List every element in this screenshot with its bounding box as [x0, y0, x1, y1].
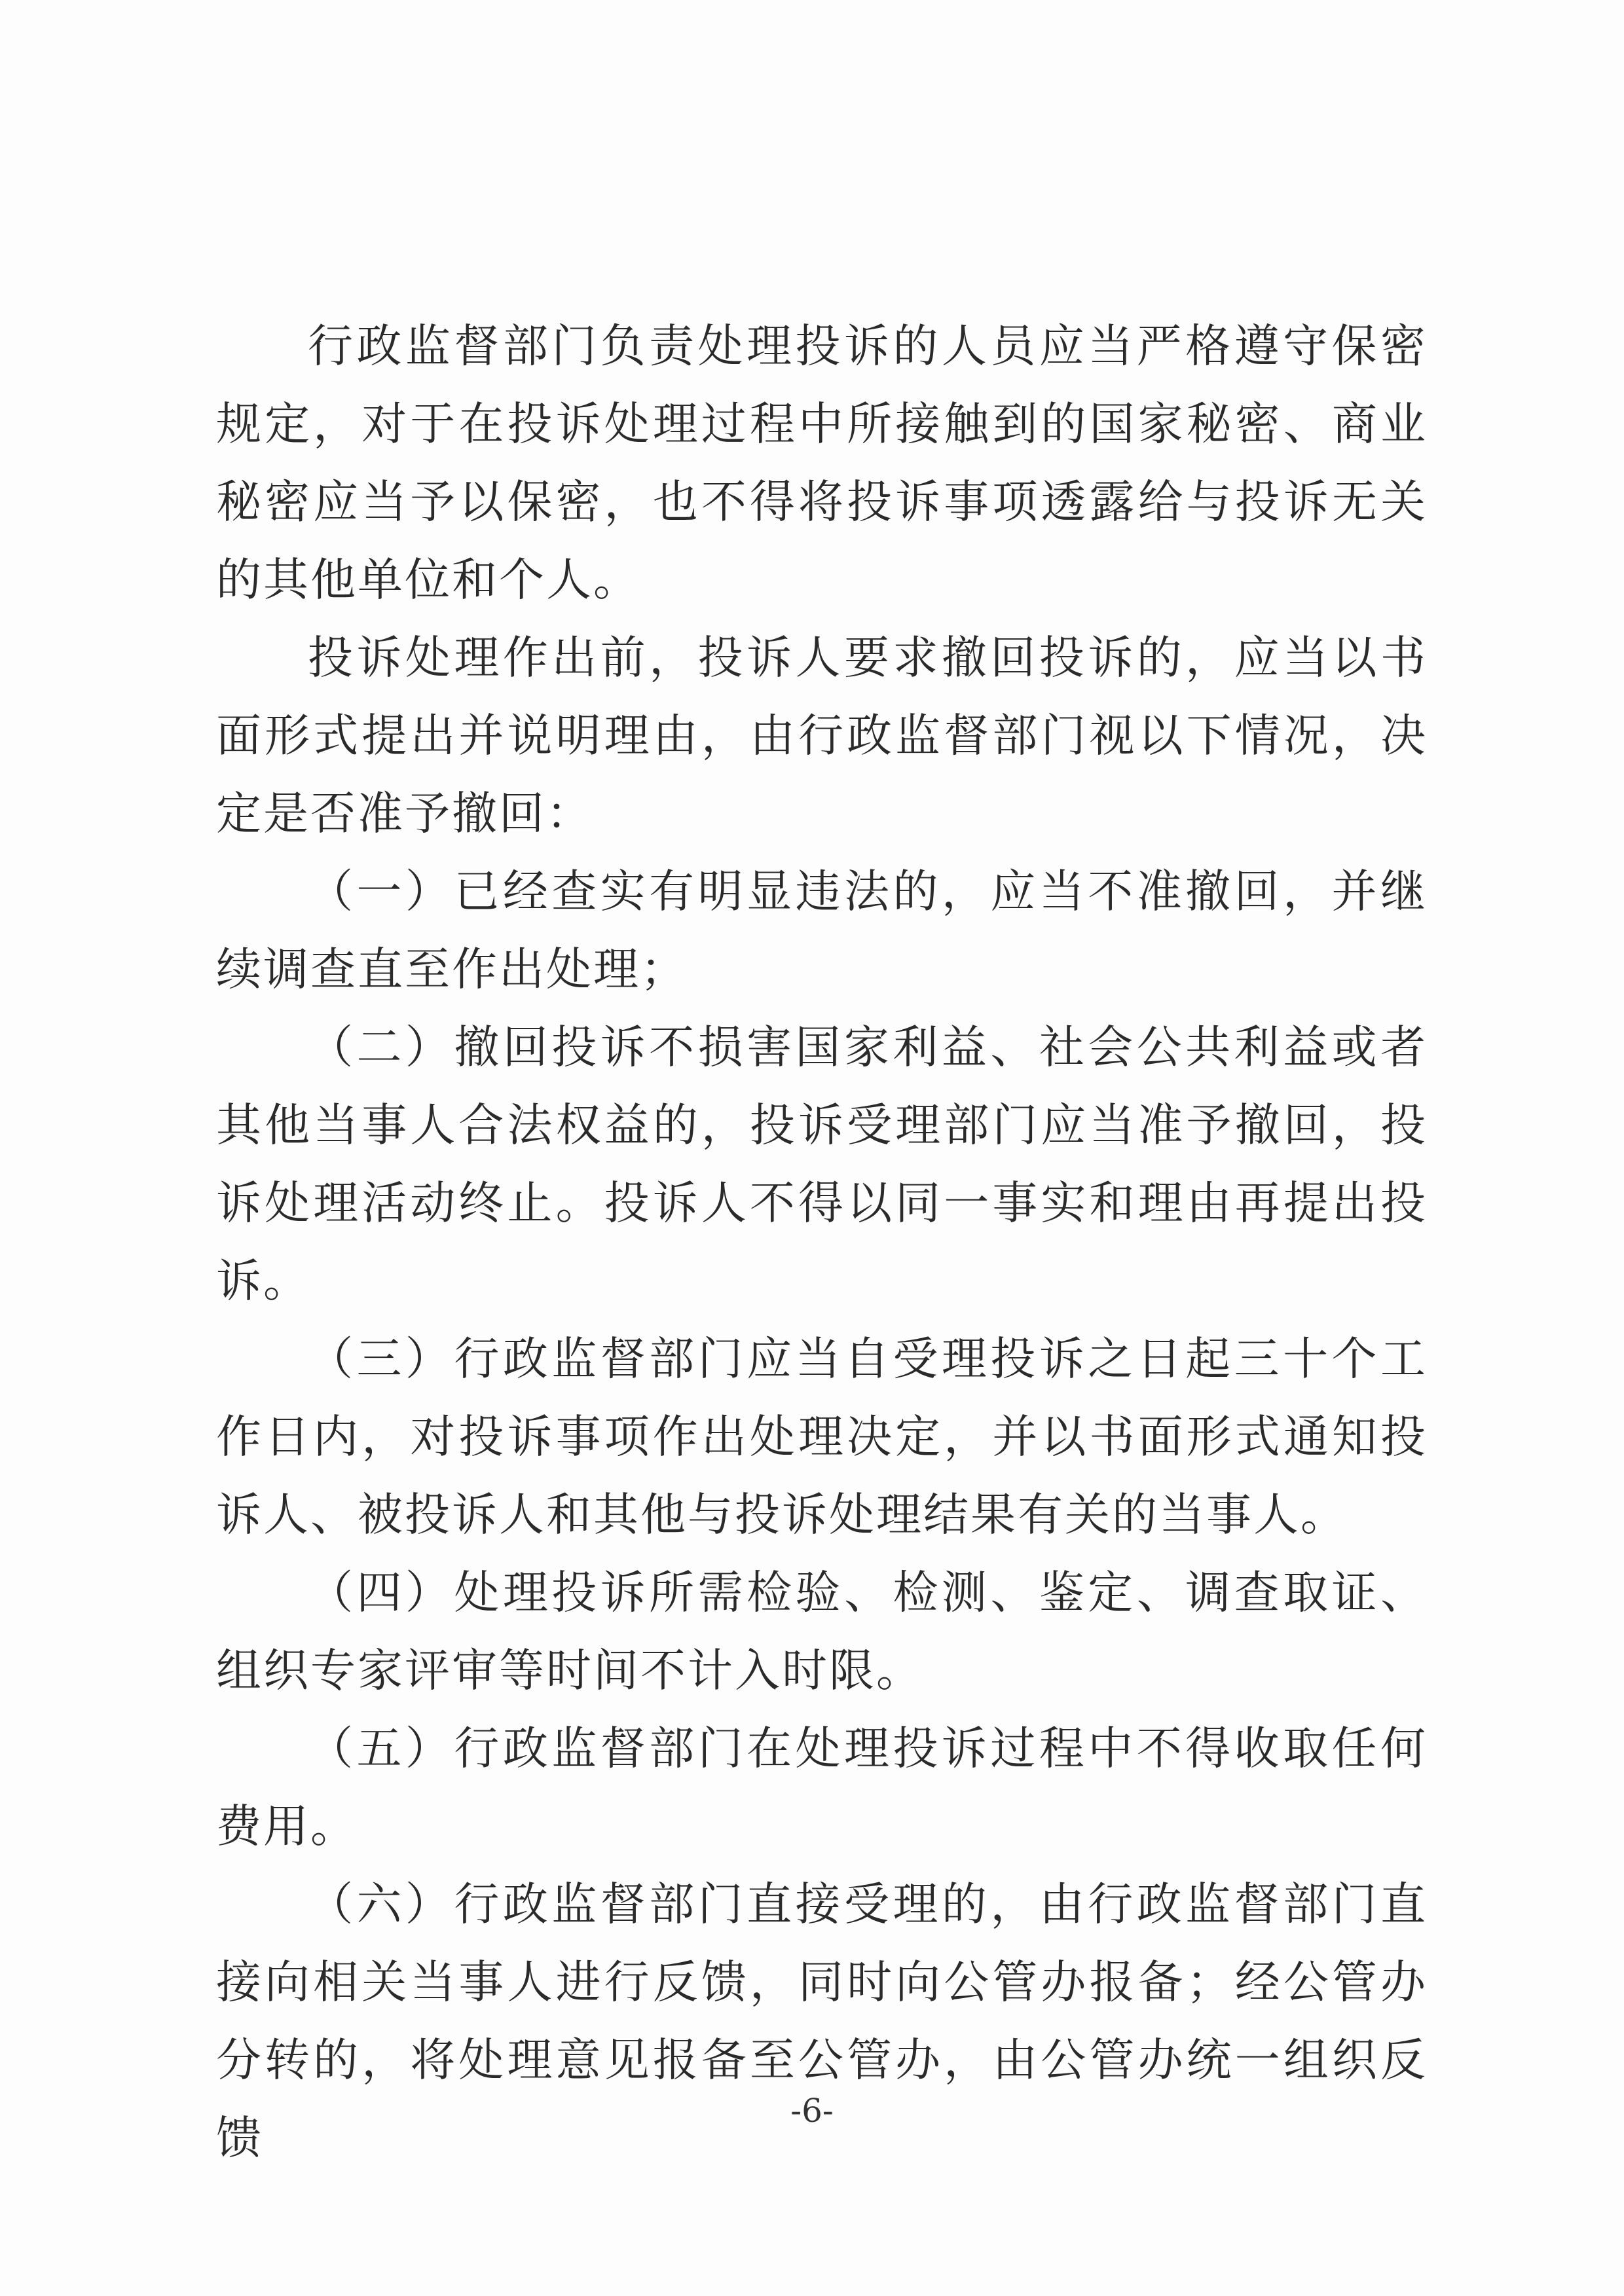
paragraph-item-4: （四）处理投诉所需检验、检测、鉴定、调查取证、组织专家评审等时间不计入时限。: [216, 1567, 1428, 1697]
page-number: -6-: [790, 2092, 834, 2130]
paragraph-confidentiality: 行政监督部门负责处理投诉的人员应当严格遵守保密规定，对于在投诉处理过程中所接触到的国家秘密、商业秘密应当予以保密，也不得将投诉事项透露给与投诉无关的其他单位和个人。: [216, 320, 1428, 606]
paragraph-item-2: （二）撤回投诉不损害国家利益、社会公共利益或者其他当事人合法权益的，投诉受理部门应当准予撤回，投诉处理活动终止。投诉人不得以同一事实和理由再提出投诉。: [216, 1021, 1428, 1307]
paragraph-item-1: （一）已经查实有明显违法的，应当不准撤回，并继续调查直至作出处理；: [216, 866, 1428, 996]
document-body: [216, 308, 1428, 2178]
paragraph-item-5: （五）行政监督部门在处理投诉过程中不得收取任何费用。: [216, 1722, 1428, 1853]
paragraph-item-3: （三）行政监督部门应当自受理投诉之日起三十个工作日内，对投诉事项作出处理决定，并以书面形式通知投诉人、被投诉人和其他与投诉处理结果有关的当事人。: [216, 1333, 1428, 1541]
paragraph-item-6: （六）行政监督部门直接受理的，由行政监督部门直接向相关当事人进行反馈，同时向公管办报备；经公管办分转的，将处理意见报备至公管办，由公管办统一组织反馈: [216, 1878, 1428, 2164]
paragraph-withdrawal: 投诉处理作出前，投诉人要求撤回投诉的，应当以书面形式提出并说明理由，由行政监督部门视以下情况，决定是否准予撤回：: [216, 632, 1428, 840]
